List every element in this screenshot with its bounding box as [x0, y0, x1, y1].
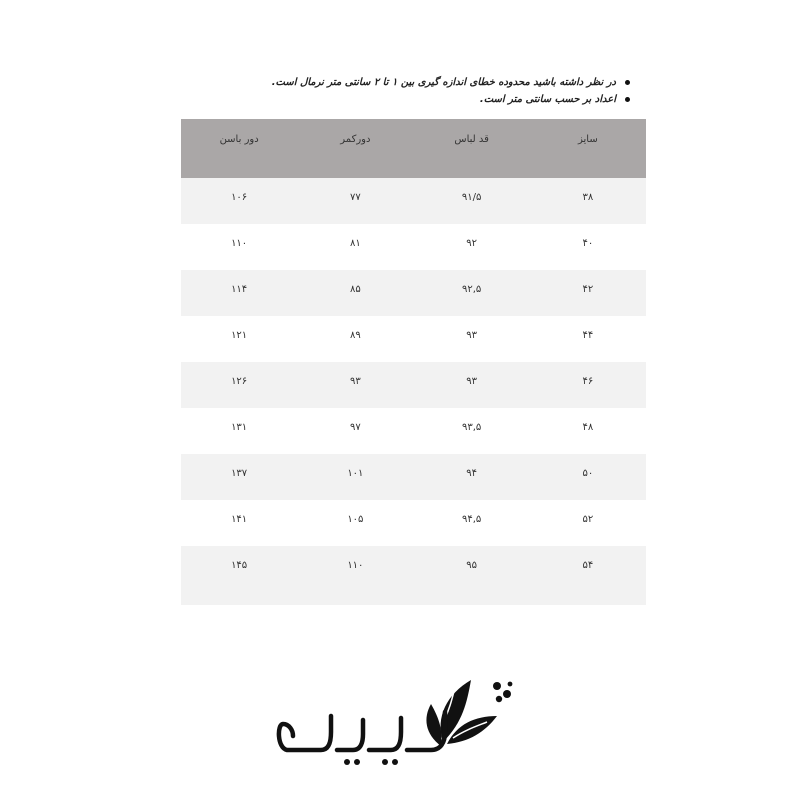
leaf-flower-logo-icon [426, 680, 512, 746]
cell-hip: ۱۱۴ [181, 270, 297, 316]
table-row [181, 546, 646, 605]
cell-size: ۵۴ [530, 546, 646, 605]
cell-waist: ۷۷ [297, 178, 413, 224]
note-item: در نظر داشته باشید محدوده خطای اندازه گیری بین ۱ تا ۲ سانتی متر نرمال است. [196, 74, 616, 91]
cell-length: ۹۴,۵ [414, 500, 530, 546]
table-row [181, 224, 646, 270]
cell-waist: ۹۷ [297, 408, 413, 454]
table-row [181, 316, 646, 362]
cell-size: ۴۴ [530, 316, 646, 362]
cell-length: ۹۴ [414, 454, 530, 500]
cell-length: ۹۲,۵ [414, 270, 530, 316]
cell-size: ۳۸ [530, 178, 646, 224]
cell-size: ۴۰ [530, 224, 646, 270]
cell-hip: ۱۳۱ [181, 408, 297, 454]
cell-length: ۹۲ [414, 224, 530, 270]
cell-length: ۹۱/۵ [414, 178, 530, 224]
cell-waist: ۸۵ [297, 270, 413, 316]
table-row [181, 178, 646, 224]
cell-length: ۹۳ [414, 362, 530, 408]
cell-hip: ۱۰۶ [181, 178, 297, 224]
header-dress-length: قد لباس [414, 119, 530, 178]
size-chart-table [181, 119, 646, 605]
header-hip: دور باسن [181, 119, 297, 178]
table-header-row [181, 119, 646, 178]
note-item: اعداد بر حسب سانتی متر است. [196, 91, 616, 108]
cell-hip: ۱۲۱ [181, 316, 297, 362]
cell-hip: ۱۴۱ [181, 500, 297, 546]
cell-size: ۵۰ [530, 454, 646, 500]
cell-length: ۹۳,۵ [414, 408, 530, 454]
cell-waist: ۱۰۱ [297, 454, 413, 500]
cell-hip: ۱۳۷ [181, 454, 297, 500]
logo-wordmark: لیلیان [275, 672, 278, 673]
cell-size: ۴۲ [530, 270, 646, 316]
table-row [181, 454, 646, 500]
table-row [181, 362, 646, 408]
cell-waist: ۹۳ [297, 362, 413, 408]
cell-waist: ۸۱ [297, 224, 413, 270]
cell-waist: ۱۰۵ [297, 500, 413, 546]
cell-waist: ۱۱۰ [297, 546, 413, 605]
header-size: سایز [530, 119, 646, 178]
table-row [181, 270, 646, 316]
notes-list [196, 74, 630, 108]
cell-waist: ۸۹ [297, 316, 413, 362]
cell-hip: ۱۱۰ [181, 224, 297, 270]
cell-length: ۹۵ [414, 546, 530, 605]
header-waist: دورکمر [297, 119, 413, 178]
cell-size: ۴۶ [530, 362, 646, 408]
cell-length: ۹۳ [414, 316, 530, 362]
cell-hip: ۱۴۵ [181, 546, 297, 605]
brand-logo [275, 672, 525, 772]
cell-size: ۵۲ [530, 500, 646, 546]
table-row [181, 500, 646, 546]
cell-hip: ۱۲۶ [181, 362, 297, 408]
table-row [181, 408, 646, 454]
cell-size: ۴۸ [530, 408, 646, 454]
